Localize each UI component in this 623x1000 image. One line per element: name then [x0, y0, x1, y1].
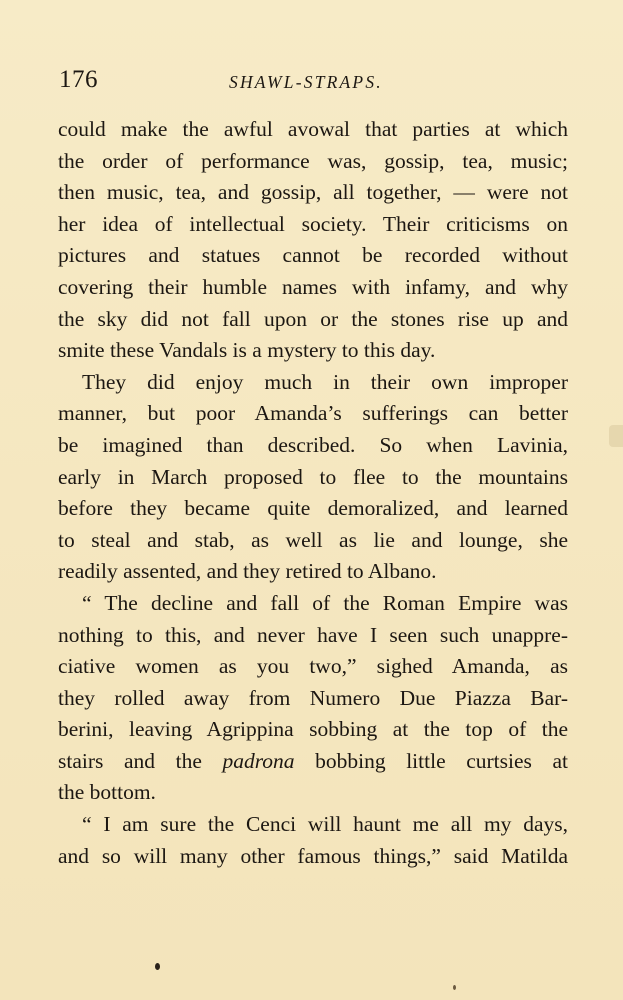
text-line: they rolled away from Numero Due Piazza Bar-	[58, 685, 568, 710]
text-line: They did enjoy much in their own improper	[82, 369, 568, 394]
ink-spot	[453, 985, 456, 990]
italic-word: padrona	[222, 748, 295, 773]
text-line: the order of performance was, gossip, tea, music;	[58, 148, 568, 173]
text-line: covering their humble names with infamy, and why	[58, 274, 568, 299]
text-line: nothing to this, and never have I seen such unappre-	[58, 622, 568, 647]
text-line: before they became quite demoralized, and learned	[58, 496, 568, 521]
text-line: “ I am sure the Cenci will haunt me all my days,	[82, 812, 568, 837]
text-line: then music, tea, and gossip, all together, — were not	[58, 180, 568, 205]
page-edge-tab	[609, 425, 623, 447]
running-head: SHAWL-STRAPS.	[229, 72, 383, 92]
text-line: be imagined than described. So when Lavinia,	[58, 432, 568, 457]
text-line-with-italic	[58, 746, 568, 778]
text-line: pictures and statues cannot be recorded without	[58, 243, 568, 268]
text-line: “ The decline and fall of the Roman Empire was	[82, 590, 568, 615]
ink-spot	[155, 963, 160, 970]
text-line: early in March proposed to flee to the mountains	[58, 464, 568, 489]
text-line: smite these Vandals is a mystery to this day.	[58, 338, 436, 363]
text-run: bobbing little curtsies at	[294, 748, 568, 773]
text-line: readily assented, and they retired to Albano.	[58, 559, 437, 584]
text-line: her idea of intellectual society. Their criticisms on	[58, 211, 568, 236]
text-line: could make the awful avowal that parties at which	[58, 117, 568, 141]
text-line: manner, but poor Amanda’s sufferings can better	[58, 401, 568, 426]
page-header	[59, 66, 569, 102]
text-line: the bottom.	[58, 780, 156, 805]
page-number: 176	[59, 66, 98, 93]
text-line: ciative women as you two,” sighed Amanda, as	[58, 654, 568, 679]
text-line: and so will many other famous things,” said Matilda	[58, 843, 568, 868]
body-text	[58, 114, 568, 872]
text-line: to steal and stab, as well as lie and lounge, she	[58, 527, 568, 552]
text-run: stairs and the	[58, 748, 223, 773]
text-line: the sky did not fall upon or the stones rise up and	[58, 306, 568, 331]
text-line: berini, leaving Agrippina sobbing at the top of the	[58, 717, 568, 742]
